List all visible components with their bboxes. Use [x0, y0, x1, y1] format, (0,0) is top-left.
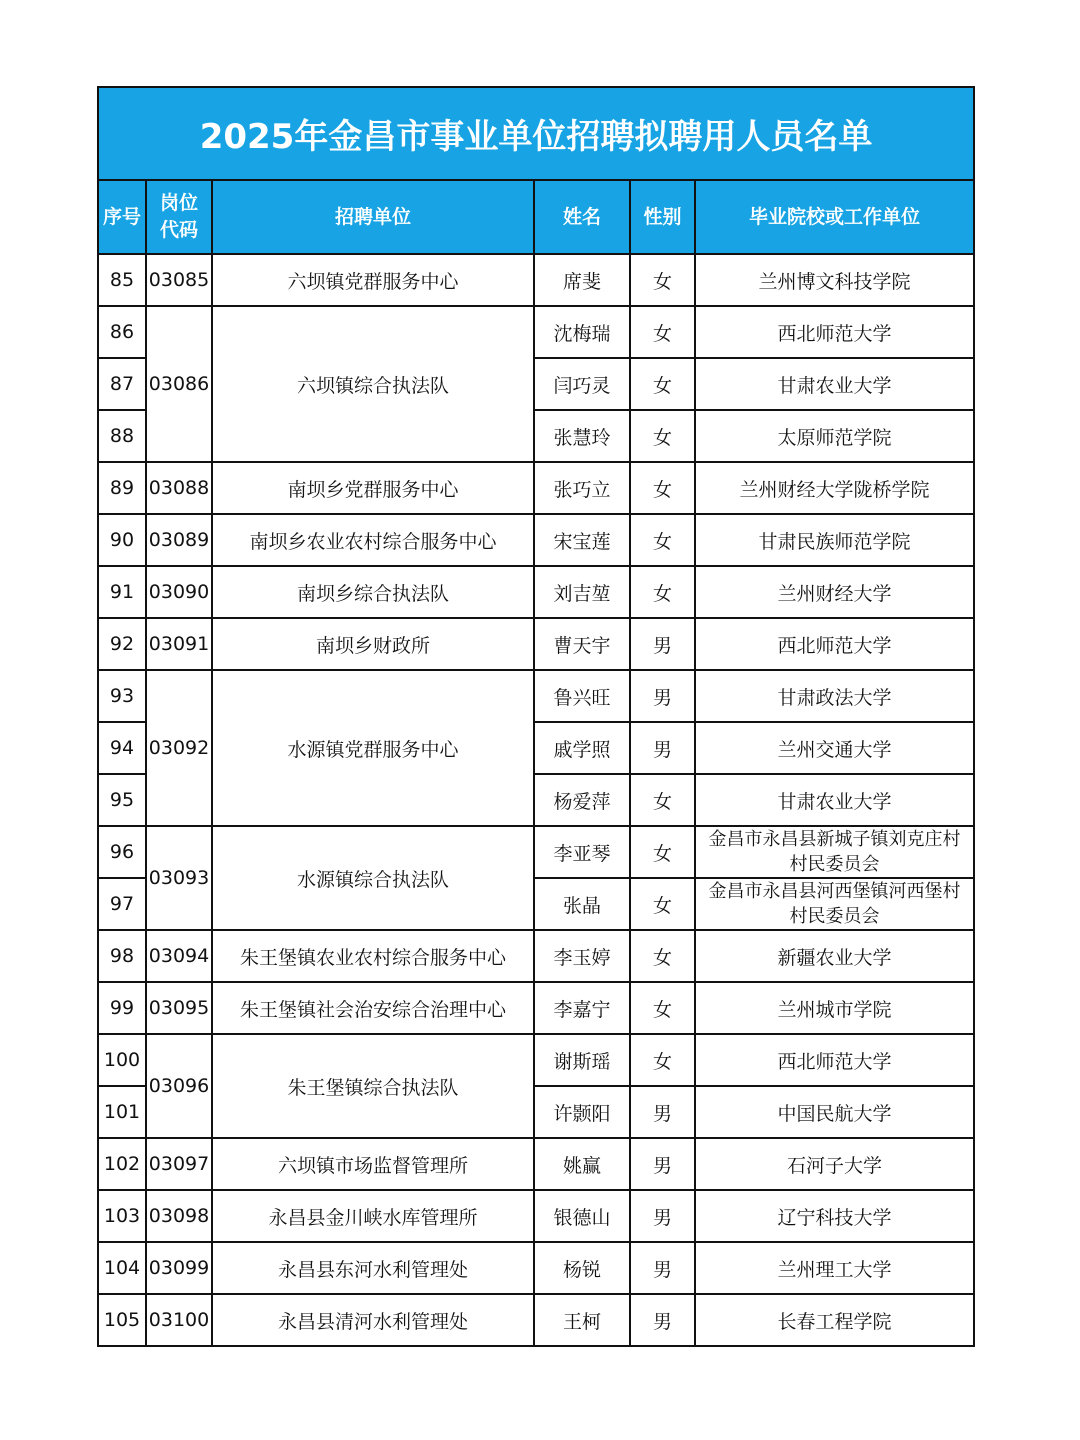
cell-gender: 女 [630, 462, 695, 514]
cell-school [695, 1086, 974, 1138]
cell-gender: 女 [630, 566, 695, 618]
cell-recruiting-unit: 六坝镇综合执法队 [212, 306, 534, 462]
cell-gender: 女 [630, 410, 695, 462]
header-position-code-line2: 代码 [159, 219, 198, 241]
cell-index: 91 [98, 566, 146, 618]
header-position-code-line1: 岗位 [159, 192, 198, 214]
cell-name: 李玉婷 [534, 930, 630, 982]
cell-school [695, 462, 974, 514]
cell-position-code: 03085 [146, 254, 212, 306]
cell-name: 刘吉堃 [534, 566, 630, 618]
cell-school-line: 兰州交通大学 [777, 738, 892, 761]
table-row [98, 254, 974, 306]
cell-name: 张晶 [534, 878, 630, 930]
cell-gender: 男 [630, 1294, 695, 1346]
cell-school-line: 村民委员会 [789, 906, 880, 927]
cell-recruiting-unit: 朱王堡镇综合执法队 [212, 1034, 534, 1138]
cell-gender: 女 [630, 514, 695, 566]
cell-name: 谢斯瑶 [534, 1034, 630, 1086]
cell-school-line: 太原师范学院 [777, 426, 892, 449]
cell-index: 97 [98, 878, 146, 930]
cell-gender: 女 [630, 306, 695, 358]
cell-position-code: 03088 [146, 462, 212, 514]
cell-school [695, 254, 974, 306]
cell-name: 张巧立 [534, 462, 630, 514]
cell-recruiting-unit: 南坝乡综合执法队 [212, 566, 534, 618]
cell-gender: 女 [630, 774, 695, 826]
table-row [98, 1190, 974, 1242]
cell-name: 李嘉宁 [534, 982, 630, 1034]
cell-position-code: 03096 [146, 1034, 212, 1138]
cell-gender: 男 [630, 618, 695, 670]
cell-index: 89 [98, 462, 146, 514]
cell-recruiting-unit: 朱王堡镇农业农村综合服务中心 [212, 930, 534, 982]
cell-position-code: 03100 [146, 1294, 212, 1346]
cell-gender: 女 [630, 358, 695, 410]
cell-gender: 女 [630, 254, 695, 306]
cell-school-line: 西北师范大学 [777, 1050, 892, 1073]
cell-position-code: 03094 [146, 930, 212, 982]
cell-index: 98 [98, 930, 146, 982]
cell-school-line: 中国民航大学 [777, 1102, 892, 1125]
cell-recruiting-unit: 朱王堡镇社会治安综合治理中心 [212, 982, 534, 1034]
table-row [98, 930, 974, 982]
table-row [98, 670, 974, 722]
cell-school [695, 566, 974, 618]
cell-index: 104 [98, 1242, 146, 1294]
cell-school-line: 西北师范大学 [777, 634, 892, 657]
cell-recruiting-unit: 六坝镇党群服务中心 [212, 254, 534, 306]
header-school: 毕业院校或工作单位 [695, 180, 974, 254]
cell-position-code: 03093 [146, 826, 212, 930]
table-row [98, 306, 974, 358]
cell-position-code: 03090 [146, 566, 212, 618]
cell-name: 张慧玲 [534, 410, 630, 462]
cell-name: 姚赢 [534, 1138, 630, 1190]
cell-index: 99 [98, 982, 146, 1034]
cell-recruiting-unit: 永昌县清河水利管理处 [212, 1294, 534, 1346]
cell-name: 鲁兴旺 [534, 670, 630, 722]
cell-name: 宋宝莲 [534, 514, 630, 566]
table-row [98, 826, 974, 878]
cell-school-line: 兰州理工大学 [777, 1258, 892, 1281]
cell-index: 101 [98, 1086, 146, 1138]
cell-gender: 男 [630, 722, 695, 774]
cell-school [695, 1138, 974, 1190]
cell-school [695, 1242, 974, 1294]
cell-index: 86 [98, 306, 146, 358]
cell-school [695, 982, 974, 1034]
cell-recruiting-unit: 永昌县金川峡水库管理所 [212, 1190, 534, 1242]
cell-school [695, 618, 974, 670]
table-body [98, 254, 974, 1346]
cell-school [695, 1190, 974, 1242]
table-row [98, 566, 974, 618]
cell-position-code: 03097 [146, 1138, 212, 1190]
table-row [98, 514, 974, 566]
personnel-table [97, 86, 975, 1347]
cell-gender: 男 [630, 1190, 695, 1242]
cell-name: 杨爱萍 [534, 774, 630, 826]
cell-recruiting-unit: 永昌县东河水利管理处 [212, 1242, 534, 1294]
cell-school-line: 甘肃农业大学 [777, 374, 892, 397]
cell-school-line: 村民委员会 [789, 854, 880, 875]
cell-index: 100 [98, 1034, 146, 1086]
table-row [98, 982, 974, 1034]
cell-gender: 女 [630, 930, 695, 982]
cell-index: 87 [98, 358, 146, 410]
cell-school-line: 西北师范大学 [777, 322, 892, 345]
table-row [98, 1034, 974, 1086]
cell-school [695, 1034, 974, 1086]
table-row [98, 1242, 974, 1294]
cell-position-code: 03091 [146, 618, 212, 670]
cell-position-code: 03098 [146, 1190, 212, 1242]
cell-index: 95 [98, 774, 146, 826]
cell-gender: 女 [630, 826, 695, 878]
cell-recruiting-unit: 水源镇党群服务中心 [212, 670, 534, 826]
table-row [98, 1138, 974, 1190]
cell-index: 93 [98, 670, 146, 722]
cell-name: 许颢阳 [534, 1086, 630, 1138]
cell-school [695, 878, 974, 930]
cell-school-line: 兰州城市学院 [777, 998, 892, 1021]
cell-school-line: 兰州博文科技学院 [758, 270, 911, 293]
cell-position-code: 03086 [146, 306, 212, 462]
cell-name: 李亚琴 [534, 826, 630, 878]
table-row [98, 1294, 974, 1346]
cell-school-line: 石河子大学 [787, 1154, 883, 1177]
cell-position-code: 03089 [146, 514, 212, 566]
cell-gender: 男 [630, 670, 695, 722]
cell-position-code: 03099 [146, 1242, 212, 1294]
cell-recruiting-unit: 六坝镇市场监督管理所 [212, 1138, 534, 1190]
cell-school-line: 金昌市永昌县新城子镇刘克庄村 [708, 829, 961, 850]
cell-school-line: 兰州财经大学 [777, 582, 892, 605]
cell-gender: 女 [630, 878, 695, 930]
cell-school-line: 金昌市永昌县河西堡镇河西堡村 [708, 881, 961, 902]
cell-name: 银德山 [534, 1190, 630, 1242]
cell-gender: 女 [630, 1034, 695, 1086]
cell-school [695, 722, 974, 774]
cell-school [695, 514, 974, 566]
cell-recruiting-unit: 水源镇综合执法队 [212, 826, 534, 930]
header-name: 姓名 [534, 180, 630, 254]
cell-recruiting-unit: 南坝乡农业农村综合服务中心 [212, 514, 534, 566]
cell-recruiting-unit: 南坝乡党群服务中心 [212, 462, 534, 514]
cell-index: 90 [98, 514, 146, 566]
cell-school-line: 辽宁科技大学 [777, 1206, 892, 1229]
cell-recruiting-unit: 南坝乡财政所 [212, 618, 534, 670]
cell-position-code: 03095 [146, 982, 212, 1034]
cell-school [695, 306, 974, 358]
cell-index: 103 [98, 1190, 146, 1242]
cell-school [695, 670, 974, 722]
cell-index: 85 [98, 254, 146, 306]
cell-school [695, 826, 974, 878]
cell-school [695, 930, 974, 982]
cell-school [695, 410, 974, 462]
header-gender: 性别 [630, 180, 695, 254]
cell-name: 戚学照 [534, 722, 630, 774]
cell-index: 105 [98, 1294, 146, 1346]
cell-index: 94 [98, 722, 146, 774]
cell-index: 92 [98, 618, 146, 670]
cell-position-code: 03092 [146, 670, 212, 826]
table-row [98, 618, 974, 670]
cell-name: 沈梅瑞 [534, 306, 630, 358]
cell-name: 杨锐 [534, 1242, 630, 1294]
cell-school [695, 1294, 974, 1346]
cell-gender: 女 [630, 982, 695, 1034]
cell-school-line: 甘肃农业大学 [777, 790, 892, 813]
cell-school-line: 甘肃民族师范学院 [758, 530, 911, 553]
cell-gender: 男 [630, 1138, 695, 1190]
cell-school-line: 长春工程学院 [777, 1310, 892, 1333]
cell-name: 闫巧灵 [534, 358, 630, 410]
cell-gender: 男 [630, 1242, 695, 1294]
cell-name: 王柯 [534, 1294, 630, 1346]
header-index: 序号 [98, 180, 146, 254]
table-title: 2025年金昌市事业单位招聘拟聘用人员名单 [98, 87, 974, 180]
cell-index: 96 [98, 826, 146, 878]
table-row [98, 462, 974, 514]
cell-index: 102 [98, 1138, 146, 1190]
header-recruiting-unit: 招聘单位 [212, 180, 534, 254]
cell-school-line: 兰州财经大学陇桥学院 [739, 478, 930, 501]
cell-school [695, 358, 974, 410]
cell-name: 曹天宇 [534, 618, 630, 670]
cell-index: 88 [98, 410, 146, 462]
cell-school [695, 774, 974, 826]
cell-name: 席斐 [534, 254, 630, 306]
cell-school-line: 新疆农业大学 [777, 946, 892, 969]
cell-gender: 男 [630, 1086, 695, 1138]
header-position-code [146, 180, 212, 254]
cell-school-line: 甘肃政法大学 [777, 686, 892, 709]
